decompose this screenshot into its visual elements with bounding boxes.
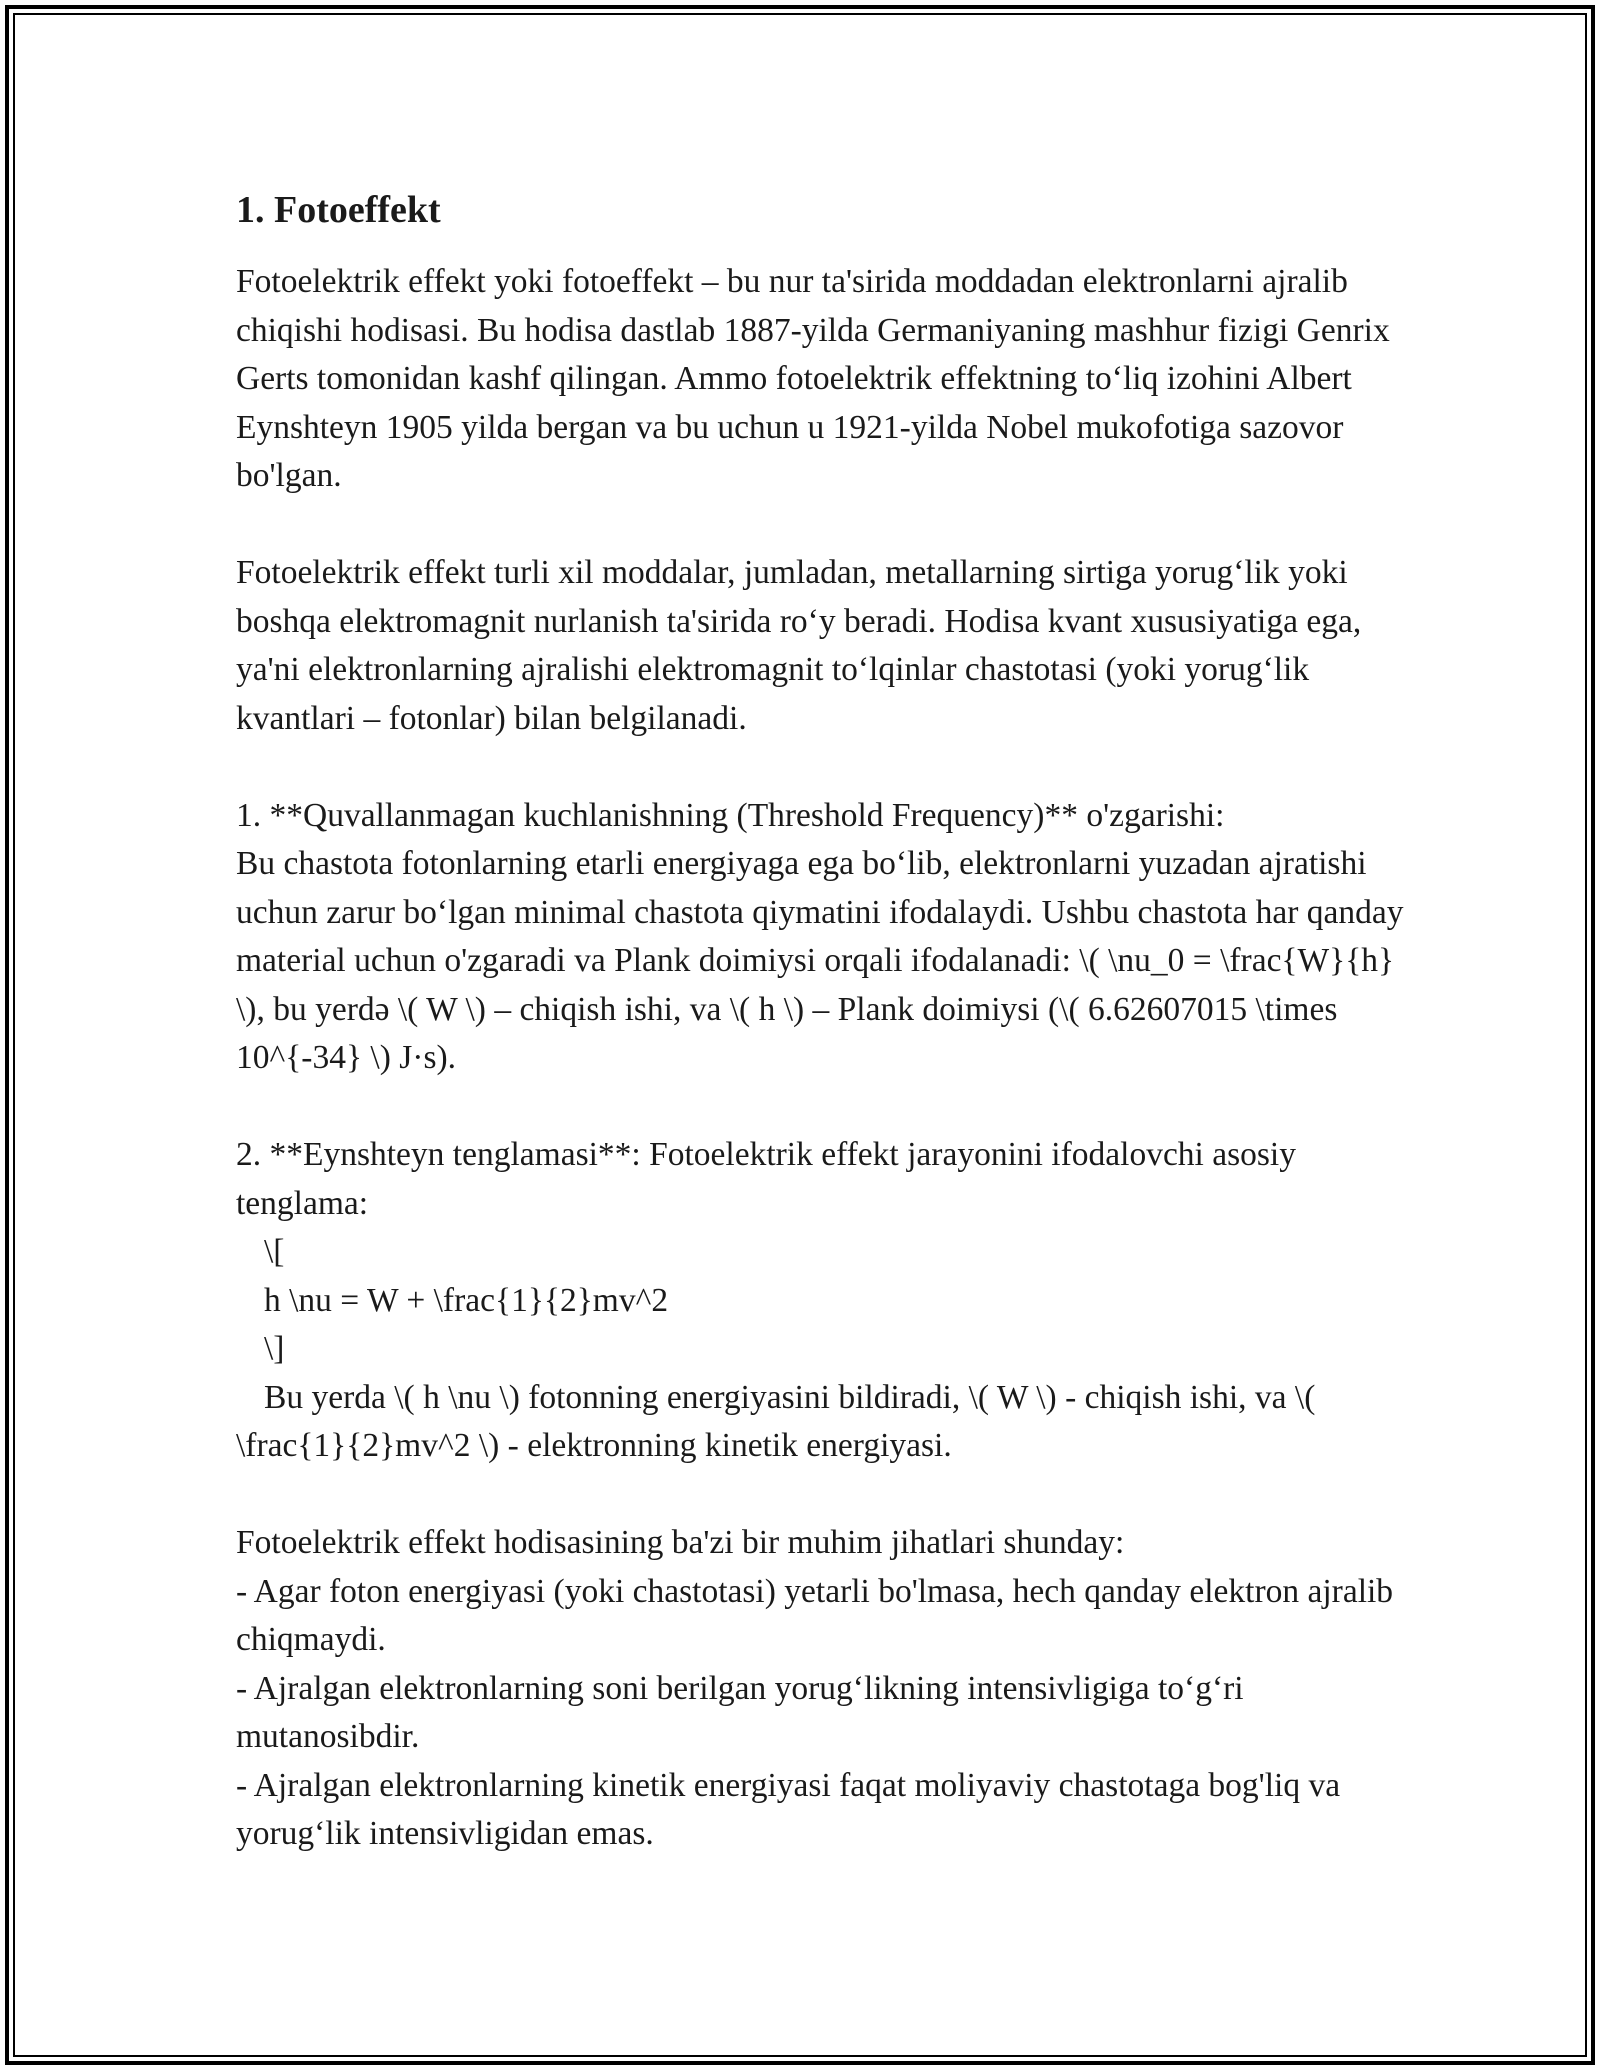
paragraph-gap xyxy=(236,1471,1406,1520)
aspect-item: - Ajralgan elektronlarning soni berilgan yorug‘likning intensivligiga to‘g‘ri mutanosibdir. xyxy=(236,1669,1252,1755)
einstein-equation-section xyxy=(236,1131,1406,1471)
einstein-equation-heading: 2. **Eynshteyn tenglamasi**: Fotoelektrik effekt jarayonini ifodalovchi asosiy tenglama: xyxy=(236,1136,1305,1222)
threshold-frequency-heading: 1. **Quvallanmagan kuchlanishning (Threshold Frequency)** o'zgarishi: xyxy=(236,796,1225,834)
intro-paragraph: Fotoelektrik effekt yoki fotoeffekt – bu nur ta'sirida moddadan elektronlarni ajralib chiqishi hodisasi. Bu hodisa dastlab 1887-yilda Germaniyaning mashhur fizigi Genrix Gerts tomonidan kashf qilingan. Ammo fotoelektrik effektning to‘liq izohini Albert Eynshteyn 1905 yilda bergan va bu uchun u 1921-yilda Nobel mukofotiga sazovor bo'lgan. xyxy=(236,263,1390,494)
aspect-item: - Agar foton energiyasi (yoki chastotasi) yetarli bo'lmasa, hech qanday elektron ajralib chiqmaydi. xyxy=(236,1572,1402,1658)
equation-explanation-text: Bu yerda \( h \nu \) fotonning energiyasini bildiradi, \( W \) - chiqish ishi, va \( \frac{1}{2}mv^2 \) - elektronning kinetik energiyasi. xyxy=(236,1378,1324,1464)
paragraph-gap xyxy=(236,743,1406,792)
paragraph-gap xyxy=(236,1083,1406,1132)
paragraph-gap xyxy=(236,501,1406,550)
aspects-intro: Fotoelektrik effekt hodisasining ba'zi bir muhim jihatlari shunday: xyxy=(236,1524,1125,1561)
document-body xyxy=(236,186,1412,1859)
equation-body: h \nu = W + \frac{1}{2}mv^2 xyxy=(264,1281,669,1319)
equation-close: \] xyxy=(264,1330,285,1367)
threshold-frequency-body: Bu chastota fotonlarning etarli energiyaga ega bo‘lib, elektronlarni yuzadan ajratishi uchun zarur bo‘lgan minimal chastota qiymatini ifodalaydi. Ushbu chastota har qanday material uchun o'zgaradi va Plank doimiysi orqali ifodalanadi: \( \nu_0 = \frac{W}{h} \), bu yerdə \( W \) – chiqish ishi, va \( h \) – Plank doimiysi (\( 6.62607015 \times 10^{-34} \) J·s). xyxy=(236,845,1412,1076)
equation-explanation xyxy=(236,1374,1406,1471)
threshold-frequency-section xyxy=(236,792,1412,1083)
description-paragraph: Fotoelektrik effekt turli xil moddalar, jumladan, metallarning sirtiga yorug‘lik yoki boshqa elektromagnit nurlanish ta'sirida ro‘y beradi. Hodisa kvant xususiyatiga ega, ya'ni elektronlarning ajralishi elektromagnit to‘lqinlar chastotasi (yoki yorug‘lik kvantlari – fotonlar) bilan belgilanadi. xyxy=(236,554,1362,737)
equation-open: \[ xyxy=(264,1233,285,1270)
aspects-section xyxy=(236,1519,1406,1859)
document-title: 1. Fotoeffekt xyxy=(236,189,441,231)
aspect-item: - Ajralgan elektronlarning kinetik energiyasi faqat moliyaviy chastotaga bog'liq va yorug‘lik intensivligidan emas. xyxy=(236,1766,1349,1852)
